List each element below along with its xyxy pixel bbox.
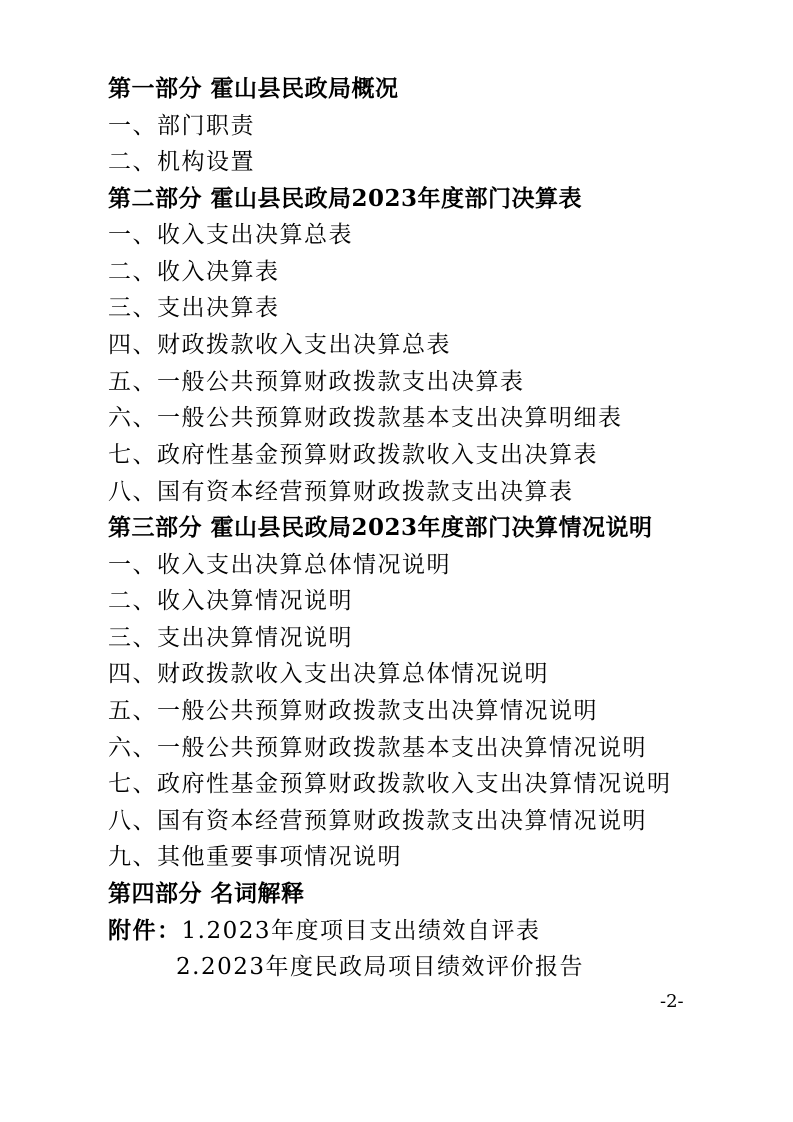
- part1-item-1: 一、部门职责: [108, 113, 255, 139]
- part2-item-8: 八、国有资本经营预算财政拨款支出决算表: [108, 479, 574, 505]
- part3-item-6: 六、一般公共预算财政拨款基本支出决算情况说明: [108, 735, 647, 761]
- page-number: -2-: [660, 991, 684, 1012]
- part4-heading: 第四部分 名词解释: [108, 880, 305, 907]
- part3-item-7: 七、政府性基金预算财政拨款收入支出决算情况说明: [108, 771, 672, 797]
- attachments-label: 附件：: [108, 917, 182, 944]
- part2-heading: 第二部分 霍山县民政局2023年度部门决算表: [108, 185, 583, 212]
- part3-item-1: 一、收入支出决算总体情况说明: [108, 552, 451, 578]
- part3-item-2: 二、收入决算情况说明: [108, 588, 353, 614]
- part2-item-7: 七、政府性基金预算财政拨款收入支出决算表: [108, 442, 598, 468]
- part2-item-5: 五、一般公共预算财政拨款支出决算表: [108, 369, 525, 395]
- attachments-row-1: [108, 916, 540, 946]
- part3-item-4: 四、财政拨款收入支出决算总体情况说明: [108, 661, 549, 687]
- part3-item-9: 九、其他重要事项情况说明: [108, 844, 402, 870]
- part2-item-3: 三、支出决算表: [108, 295, 280, 321]
- part3-heading: 第三部分 霍山县民政局2023年度部门决算情况说明: [108, 514, 653, 541]
- attachment-item-1: 1.2023年度项目支出绩效自评表: [181, 918, 541, 944]
- part3-item-5: 五、一般公共预算财政拨款支出决算情况说明: [108, 698, 598, 724]
- part3-item-3: 三、支出决算情况说明: [108, 625, 353, 651]
- part2-item-1: 一、收入支出决算总表: [108, 222, 353, 248]
- part2-item-6: 六、一般公共预算财政拨款基本支出决算明细表: [108, 405, 623, 431]
- part2-item-2: 二、收入决算表: [108, 259, 280, 285]
- part1-heading: 第一部分 霍山县民政局概况: [108, 75, 399, 102]
- part2-item-4: 四、财政拨款收入支出决算总表: [108, 332, 451, 358]
- part3-item-8: 八、国有资本经营预算财政拨款支出决算情况说明: [108, 808, 647, 834]
- attachment-item-2: 2.2023年度民政局项目绩效评价报告: [176, 954, 584, 980]
- part1-item-2: 二、机构设置: [108, 149, 255, 175]
